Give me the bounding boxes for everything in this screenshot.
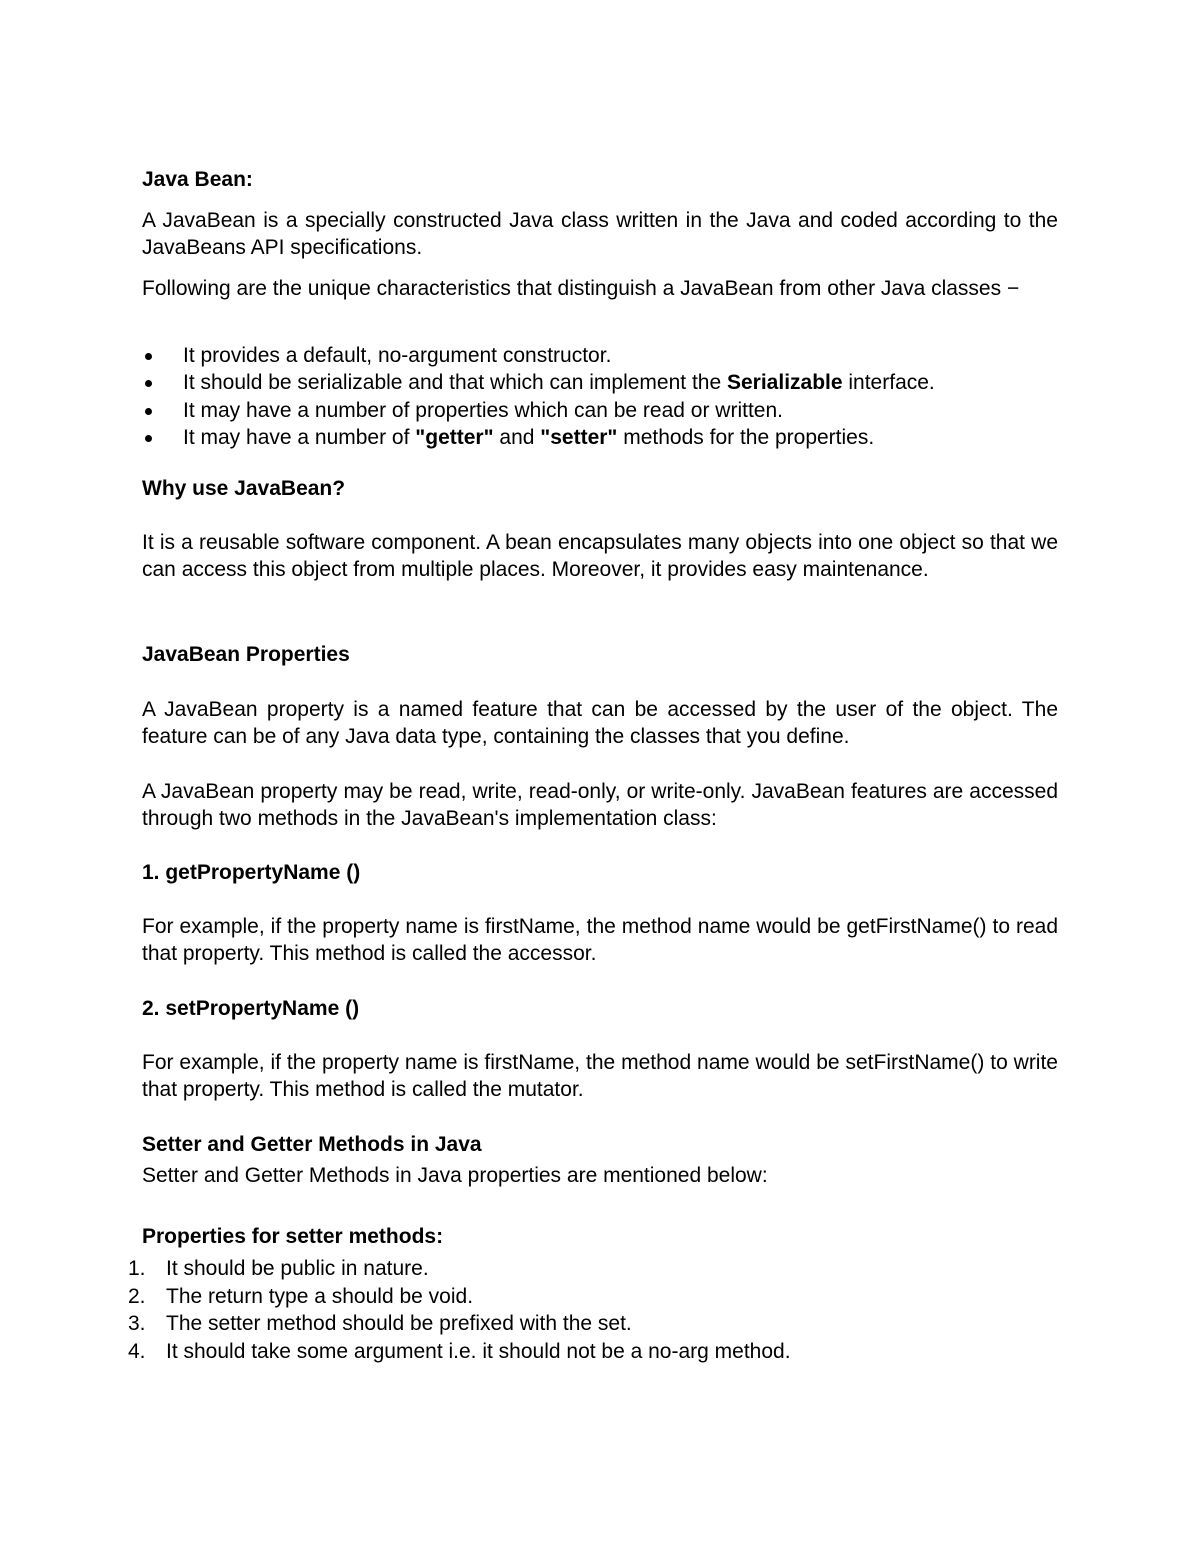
getter-paragraph: For example, if the property name is firstName, the method name would be getFirstName() to read that property. This method is called the accessor. (142, 915, 1058, 965)
getter-heading: 1. getPropertyName () (142, 861, 361, 884)
list-item-text: methods for the properties. (617, 425, 875, 449)
bold-term: "getter" (415, 425, 494, 449)
list-item-text: It may have a number of properties which can be read or written. (183, 398, 783, 422)
list-item (142, 369, 1058, 396)
list-item-text: It should take some argument i.e. it should not be a no-arg method. (166, 1339, 791, 1363)
bullet-icon (145, 353, 152, 360)
setter-paragraph: For example, if the property name is firstName, the method name would be setFirstName() to write that property. This method is called the mutator. (142, 1051, 1058, 1101)
why-paragraph: It is a reusable software component. A bean encapsulates many objects into one object so that we can access this object from multiple places. Moreover, it provides easy maintenance. (142, 531, 1058, 581)
bullet-icon (145, 380, 152, 387)
bullet-icon (145, 408, 152, 415)
list-item (142, 424, 1058, 451)
setget-heading: Setter and Getter Methods in Java (142, 1133, 482, 1156)
setter-heading: 2. setPropertyName () (142, 997, 360, 1020)
list-item (128, 1255, 1058, 1283)
list-item (128, 1310, 1058, 1338)
properties-paragraph-1: A JavaBean property is a named feature that can be accessed by the user of the object. The feature can be of any Java data type, containing the classes that you define. (142, 698, 1058, 748)
bullet-icon (145, 435, 152, 442)
list-item-text: and (493, 425, 541, 449)
list-item-text: It provides a default, no-argument constructor. (183, 344, 612, 367)
list-number: 4. (128, 1339, 146, 1363)
intro-paragraph: A JavaBean is a specially constructed Java class written in the Java and coded according to the JavaBeans API specifications. (142, 209, 1058, 259)
list-item (128, 1338, 1058, 1366)
setget-paragraph: Setter and Getter Methods in Java properties are mentioned below: (142, 1164, 768, 1187)
list-item-text: It should be public in nature. (166, 1257, 429, 1280)
list-item-text: The return type a should be void. (166, 1284, 474, 1308)
list-item (142, 397, 1058, 424)
setter-props-list (128, 1255, 1058, 1365)
page-title: Java Bean: (142, 168, 253, 191)
bold-term: "setter" (540, 425, 618, 449)
why-heading: Why use JavaBean? (142, 477, 346, 500)
list-number: 3. (128, 1312, 146, 1335)
properties-heading: JavaBean Properties (142, 643, 350, 666)
list-item-text: It may have a number of (183, 425, 416, 449)
bold-term: Serializable (726, 371, 843, 395)
characteristics-intro: Following are the unique characteristics that distinguish a JavaBean from other Java classes − (142, 277, 1020, 300)
list-item-text: The setter method should be prefixed with the set. (166, 1312, 632, 1335)
list-item (142, 342, 1058, 369)
list-number: 1. (128, 1257, 146, 1280)
list-number: 2. (128, 1284, 146, 1308)
list-item-text: interface. (842, 371, 935, 395)
setter-props-heading: Properties for setter methods: (142, 1225, 444, 1248)
properties-paragraph-2: A JavaBean property may be read, write, read-only, or write-only. JavaBean features are accessed through two methods in the JavaBean's implementation class: (142, 780, 1058, 830)
list-item-text: It should be serializable and that which can implement the (183, 371, 727, 395)
list-item (128, 1283, 1058, 1311)
characteristics-list (142, 342, 1058, 451)
